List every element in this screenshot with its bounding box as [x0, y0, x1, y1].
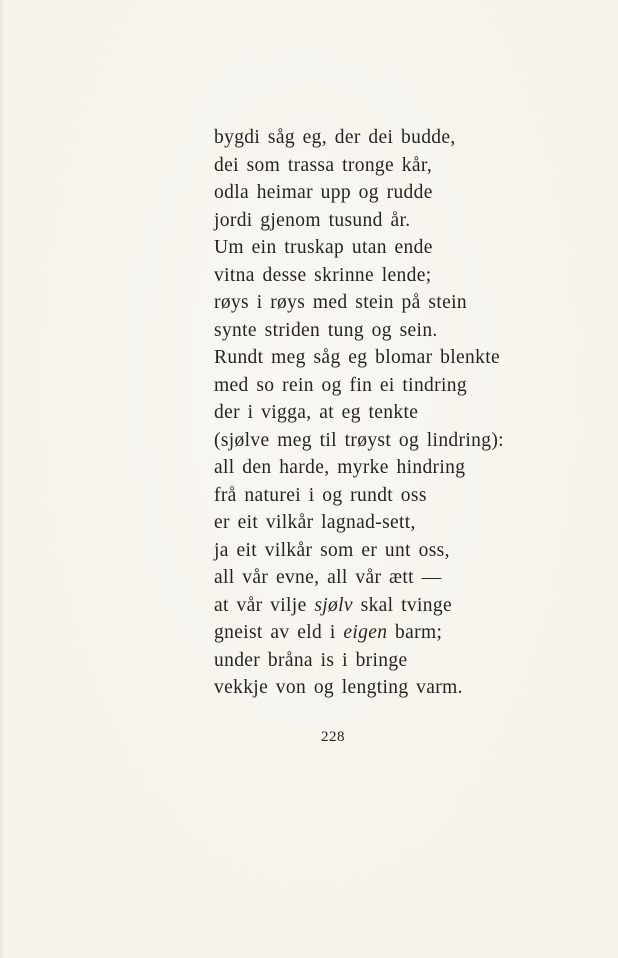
poem-line-6: vitna desse skrinne lende; — [214, 264, 432, 286]
poem-line-18-before: at vår vilje — [214, 594, 315, 616]
poem-line-7: røys i røys med stein på stein — [214, 292, 467, 313]
page-edge-shadow — [0, 0, 4, 958]
poem-line-14: frå naturei i og rundt oss — [214, 484, 427, 506]
poem-line-11: der i vigga, at eg tenkte — [214, 402, 419, 423]
page-number: 228 — [321, 729, 345, 745]
poem-line-15: er eit vilkår lagnad-sett, — [214, 512, 416, 533]
poem-line-20: under bråna is i bringe — [214, 649, 408, 671]
poem-line-10: med so rein og fin ei tindring — [214, 374, 467, 396]
poem-line-13: all den harde, myrke hindring — [214, 457, 466, 478]
poem-line-17: all vår evne, all vår ætt — — [214, 567, 442, 588]
poem-line-19-before: gneist av eld i — [214, 622, 344, 643]
poem-line-19-after: barm; — [387, 622, 443, 643]
poem-text — [214, 124, 554, 702]
poem-line-5: Um ein truskap utan ende — [214, 237, 433, 258]
poem-line-12: (sjølve meg til trøyst og lindring): — [214, 429, 504, 451]
poem-line-4: jordi gjenom tusund år. — [214, 209, 411, 231]
poem-line-19-emphasis: eigen — [343, 622, 388, 643]
poem-line-2: dei som trassa tronge kår, — [214, 154, 433, 176]
poem-line-9: Rundt meg såg eg blomar blenkte — [214, 347, 500, 368]
poem-line-19 — [214, 619, 554, 647]
poem-line-18 — [214, 592, 554, 620]
poem-line-18-after: skal tvinge — [352, 594, 453, 616]
poem-line-8: synte striden tung og sein. — [214, 319, 438, 341]
poem-line-21: vekkje von og lengting varm. — [214, 677, 463, 698]
poem-line-18-emphasis: sjølv — [314, 594, 353, 616]
poem-line-1: bygdi såg eg, der dei budde, — [214, 127, 456, 148]
poem-line-3: odla heimar upp og rudde — [214, 182, 433, 203]
poem-line-16: ja eit vilkår som er unt oss, — [214, 539, 450, 561]
